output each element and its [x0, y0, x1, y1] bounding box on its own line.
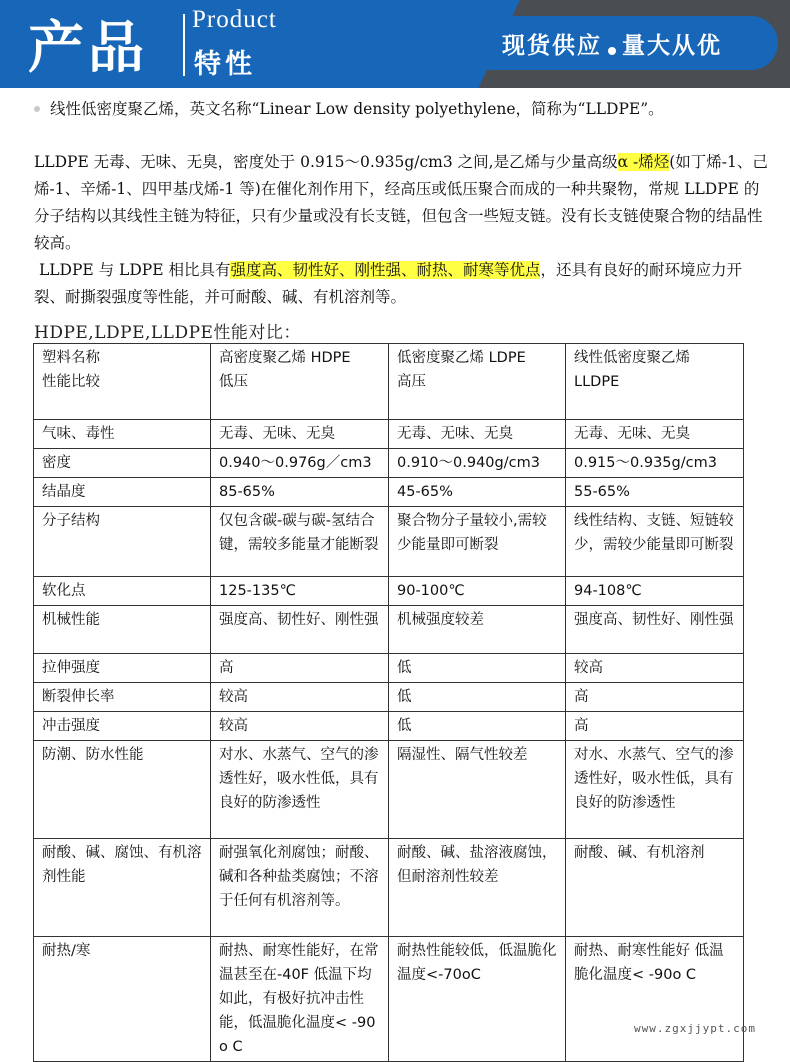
table-cell-4: 高	[566, 683, 744, 712]
para2-text-b: ，还具有良好的耐环境应力开裂、耐撕裂强度等性能，并可耐酸、碱、有机溶剂等。	[34, 261, 742, 306]
table-cell-3: 低	[389, 654, 566, 683]
table-cell-2: 仅包含碳-碳与碳-氢结合键，需较多能量才能断裂	[211, 507, 389, 577]
table-cell-4: 耐热、耐寒性能好 低温脆化温度< -90o C	[566, 937, 744, 1062]
header-cell-3: 低密度聚乙烯 LDPE 高压	[389, 344, 566, 420]
table-row	[34, 577, 744, 606]
table-row	[34, 507, 744, 577]
table-cell-2: 0.940～0.976g／cm3	[211, 449, 389, 478]
comparison-table	[33, 343, 744, 1062]
table-cell-4: 线性结构、支链、短链较少，需较少能量即可断裂	[566, 507, 744, 577]
table-cell-2: 较高	[211, 712, 389, 741]
table-heading: HDPE,LDPE,LLDPE性能对比：	[34, 323, 301, 343]
table-cell-4: 较高	[566, 654, 744, 683]
para1-highlight: α -烯烃	[617, 153, 670, 171]
table-cell-3: 0.910～0.940g/cm3	[389, 449, 566, 478]
table-cell-2: 85-65%	[211, 478, 389, 507]
table-cell-4: 55-65%	[566, 478, 744, 507]
slogan-dot	[608, 47, 616, 55]
table-cell-2: 无毒、无味、无臭	[211, 420, 389, 449]
slogan-pill	[446, 16, 778, 70]
header-cell-2: 高密度聚乙烯 HDPE 低压	[211, 344, 389, 420]
table-cell-3: 聚合物分子量较小,需较少能量即可断裂	[389, 507, 566, 577]
slogan-left: 现货供应	[502, 32, 602, 59]
table-cell-3: 无毒、无味、无臭	[389, 420, 566, 449]
table-cell-1: 耐热/寒	[34, 937, 211, 1062]
header-banner	[0, 0, 790, 88]
slogan-right: 量大从优	[622, 32, 722, 59]
table-cell-2: 强度高、韧性好、刚性强	[211, 606, 389, 654]
table-cell-1: 冲击强度	[34, 712, 211, 741]
banner-title-english: Product	[192, 6, 277, 33]
table-cell-4: 无毒、无味、无臭	[566, 420, 744, 449]
table-row	[34, 712, 744, 741]
table-row	[34, 606, 744, 654]
table-cell-1: 密度	[34, 449, 211, 478]
table-row	[34, 937, 744, 1062]
table-row	[34, 741, 744, 839]
table-cell-2: 对水、水蒸气、空气的渗透性好，吸水性低，具有良好的防渗透性	[211, 741, 389, 839]
table-cell-2: 耐热、耐寒性能好，在常温甚至在-40F 低温下均如此，有极好抗冲击性能，低温脆化温度< -90o C	[211, 937, 389, 1062]
table-row	[34, 449, 744, 478]
table-cell-4: 0.915～0.935g/cm3	[566, 449, 744, 478]
table-cell-2: 125-135℃	[211, 577, 389, 606]
table-cell-2: 较高	[211, 683, 389, 712]
table-cell-1: 耐酸、碱、腐蚀、有机溶剂性能	[34, 839, 211, 937]
header-cell-4: 线性低密度聚乙烯 LLDPE	[566, 344, 744, 420]
table-cell-1: 机械性能	[34, 606, 211, 654]
para2-highlight: 强度高、韧性好、刚性强、耐热、耐寒等优点	[230, 261, 541, 279]
table-cell-2: 耐强氧化剂腐蚀；耐酸、碱和各种盐类腐蚀；不溶于任何有机溶剂等。	[211, 839, 389, 937]
table-row	[34, 654, 744, 683]
table-row	[34, 683, 744, 712]
banner-subtitle: 特性	[194, 49, 256, 80]
table-cell-3: 机械强度较差	[389, 606, 566, 654]
table-cell-3: 低	[389, 712, 566, 741]
table-cell-3: 90-100℃	[389, 577, 566, 606]
table-cell-3: 耐热性能较低，低温脆化温度<-70oC	[389, 937, 566, 1062]
table-cell-4: 对水、水蒸气、空气的渗透性好，吸水性低，具有良好的防渗透性	[566, 741, 744, 839]
table-cell-1: 结晶度	[34, 478, 211, 507]
table-row	[34, 839, 744, 937]
intro-line	[34, 96, 774, 123]
table-header-row	[34, 344, 744, 420]
table-cell-4: 高	[566, 712, 744, 741]
table-cell-3: 隔湿性、隔气性较差	[389, 741, 566, 839]
header-cell-1: 塑料名称 性能比较	[34, 344, 211, 420]
table-cell-2: 高	[211, 654, 389, 683]
table-cell-1: 断裂伸长率	[34, 683, 211, 712]
banner-title-chinese: 产品	[28, 16, 148, 81]
table-cell-3: 45-65%	[389, 478, 566, 507]
table-cell-1: 气味、毒性	[34, 420, 211, 449]
para1-text-a: LLDPE 无毒、无味、无臭，密度处于 0.915～0.935g/cm3 之间,是乙烯与少量高级	[34, 153, 618, 171]
table-cell-1: 软化点	[34, 577, 211, 606]
para1-text-b: (如丁烯-1、己烯-1、辛烯-1、四甲基戊烯-1 等)在催化剂作用下，经高压或低压聚合而成的一种共聚物，常规 LLDPE 的分子结构以其线性主链为特征，只有少量或没有长支链，但包含一些短支链。没有长支链使聚合物的结晶性较高。	[34, 153, 768, 252]
table-cell-3: 低	[389, 683, 566, 712]
table-cell-1: 防潮、防水性能	[34, 741, 211, 839]
paragraph-description	[34, 149, 772, 257]
table-row	[34, 420, 744, 449]
table-cell-1: 拉伸强度	[34, 654, 211, 683]
table-cell-3: 耐酸、碱、盐溶液腐蚀，但耐溶剂性较差	[389, 839, 566, 937]
table-cell-1: 分子结构	[34, 507, 211, 577]
para2-text-a: LLDPE 与 LDPE 相比具有	[38, 261, 231, 279]
bullet-icon	[34, 106, 40, 112]
intro-line-text: 线性低密度聚乙烯，英文名称“Linear Low density polyethylene，简称为“LLDPE”。	[50, 100, 664, 118]
table-cell-4: 94-108℃	[566, 577, 744, 606]
banner-divider	[183, 14, 185, 76]
watermark: www.zgxjjypt.com	[634, 1022, 756, 1035]
table-cell-4: 耐酸、碱、有机溶剂	[566, 839, 744, 937]
table-cell-4: 强度高、韧性好、刚性强	[566, 606, 744, 654]
paragraph-advantages	[34, 257, 772, 311]
table-row	[34, 478, 744, 507]
